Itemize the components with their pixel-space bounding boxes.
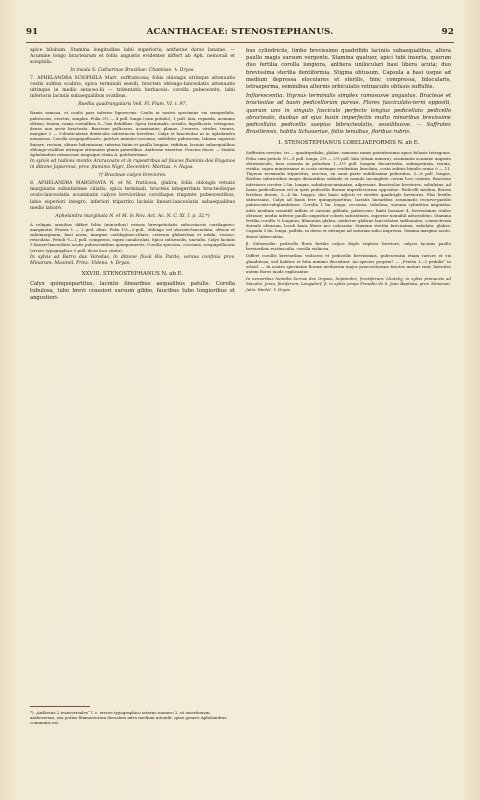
- description: A reliquis omnibus differt foliis (minoribus) retusis brevipetiolatis subcoriaceis cartilagineo-marginatis. Frutex 1 — 2 ped. altus. Folia 1½—2-poll., oblongo vel obovato-lanceolata, obtusa et subemarginata, basi acuta, margine cartilagineo-ciliato, ceterum glaberrima et nitida, venoso-reticulata. Petioli ⅛—1 poll. compressi, supra canaliculati. Spica subsessilis, unctalis. Calyx laciniis 5 lineari-lanceolatis acutis pubescentibus quinquenervis. Corolla speciosa, coccinea, sesquipollicaris (errore typographico 5 poll. dicta loco citato).: [30, 221, 235, 253]
- synonym: Ruellia quadrangularis Vell. Fl. Flum. VI. t. 97.: [78, 102, 187, 108]
- locality: In sylvis ad Barra das Varedas, in ditione fluvii Rio Pardo, versus confinia prov. Minarum: Maximil. Princ. Videns. ♄ Dryas.: [30, 254, 235, 266]
- variety-description: β. Subsessilis: pedicello floris fertilis calyce duplo triplove breviore, calycis laciniis paullo brevioribus rectiusculis, corolla violacea.: [246, 240, 451, 252]
- running-title: ACANTHACEAE: STENOSTEPHANUS.: [146, 27, 334, 37]
- right-column: [246, 48, 451, 294]
- footnote: [30, 706, 235, 726]
- genus-description: Calyx quinquepartitus, laciniis linearibus aequalibus patulis. Corolla tubulosa, tubo brevi crassiori sursum gibbo, faucibus tubo longioribus et angustiori-: [30, 280, 235, 302]
- locality: In sylvis ad radices montis Araracoara et in rupestribus ad fauces fluminis dos Enganos in ditione Japurensi, prov. fluminis Nigri, Decembri: Martius. ♄ Najas.: [30, 159, 235, 171]
- species-diagnosis: 7. APHELANDRA SCIOPHILA Mart. suffruticosa; foliis oblongis utrinque attenuatis costis subtus scabris; spica terminali sessili, bracteis oblongo-lanceolatis attenuatis utrinque in medio setaceo-lii — tridentatis herbaceis: corolla pubescente, labii inferioris laciniis subaequalibus ovatibus.: [30, 76, 235, 100]
- description: Suffrutex erectus, tri — quadripedalis, glaber, ramosus ramis patentissimis apice foliosis tetragonis. Folia cum petiolo 10—5 poll. longa, 2¼ — 2½ poll. lata (etiam minora), acuminata acumine angusto obtusiusculo, basi cuneata in petiolum 1—1½ poll. longum decurrentia, submgrenata, tenuia, viridia, supra minutissime in costa utrinque evidentius lineolata, costa subtus binulis ramis 9 — 11. Thyrsus terminalis tripartitus, erectus, ex omni parte subtilissime puberulus, 3—6 poll. longus, floribus inferioribus magis distantibus subinde et ramulo incomplete corum loco orienta. Bracteae inferiores circiter 2 lin. longae, subulatoacuminatae, adpressae. Bracteolae breviores, subulatae, ad basin pedicellorum vel in ipsis pedicellis florum imperfectorum oppositae. Pedicelli medius, florem fertilem ferens, 3—4 lin. longus, duo basic adjecti et steriles quadruple breviores. Flos fertilis subsessans. Calyx ad basin fere quinquepartitus, laciniis linearibus acuminatis recurvo-patulis pubescenti-subglandulosis. Corolla 1 lin. longa, coccinea, tubulosa, sursum cylindrica angustior, infra medium nonnihil inflata et sursum gibbula, pubescens; limbi laciniae 4, brevissimae ovales obtusae; media inferior paullo angustior coloris saturatioris, superior nonnihil adscendens. Stamina fertilia corolla ¼ longiora; filamenta glabra; antherae glabrae lanceolatae sublunatae; connectivum dorsale obtusum; loculi basis libera nec calcarata. Stamina sterilia brevissima, subulata, glabra. Capsula 5 lin. longa, pallida, in dorso et utrinque ad suturam sulco impressa. Semina margine acuto, dense tuberculata.: [246, 150, 452, 239]
- footnote-text: *) „Antherae 2 transversales“ l. c. errore typographico interno numero 2, ut insertionem antherarum, seu potius filamentorum dorsalem infra medium intendit, quae genere Aphelandrae communis est.: [30, 710, 227, 726]
- locality: In insula S. Catharinae Brasiliae: Chamisso. ♄ Dryas.: [70, 68, 195, 74]
- header-rule: [26, 42, 454, 43]
- genus-description: bus cylindriciis, limbo brevissimo quadrifido laciniis subaequalibus, altera paullo magis sursum vergente. Stamina quatuor, apici tubi inserta, quorum duo fertilia corolla longiora, anthera uniloculari basi libera acuta; duo brevissima sterilia dentiformia. Stigma obtusum. Capsula a basi usque ad medium depressa eloculares et sterilis, hinc compressa, bilocularis, tetrasperma, seminibus alternis orbiculatis retinaculis obtusis suffultis.: [246, 48, 451, 91]
- species-heading: 1. STENOSTEPHANUS LOBELIAEFORMIS N. ab E.: [277, 140, 420, 147]
- page-number-left: 91: [26, 27, 39, 37]
- description: Ramis ramosa, et caulis pars inferior lignescens. Caulis in nostro specimine vix semipedalis, pubescens, erectus, simplex. Folia 3½ — 4 poll. longa (cum petiolo), 1 poll. lata, repanda, acumine obtuso, teneta, ramis costulibus 8—7nis debilibus. Spica terminalis, sessilis, bipollicaris, tetragona, dense non arcte bracteata. Bracteae pollicares, acuminatae, planae, 3-nerves, virides, tenues, margine 2 — 3-denticulatae denticulis subsetaceis brevibus. Calyx et bracteolae ut in Aphelandra nemorosa. Corolla sesquipollicaris, pulchre miniato-coccinea, subtiliter pubescens; labium superius lineare, rectum, obtuse bidentatum; inferius fatim et paullo longius, trifidum, laciniis subaequalibus oblongo-ovalibus utrinque attenuatis planis patentibus. Antherae exsertae. Fructus decst. — Similis Aphelandrae nemorosae magisque etiam A. pulcherrimae.: [30, 110, 235, 158]
- subgroup-heading: †† Bracteae calyce breviores.: [98, 173, 167, 179]
- paragraph: apice bilobum. Stamina longitudine labii superioris; antherae dorso lanatae. — Acumine longo bractearum et foliis angustis evidenter differt ab Aph. nemorali et sciophila.: [30, 48, 235, 66]
- synonym: Aphelandra marginata N. et M. in Nov. Act. Ac. N. C. XI. I. p. 32.*): [55, 213, 210, 219]
- page-number-right: 92: [441, 27, 454, 37]
- running-header: [26, 27, 454, 43]
- species-diagnosis: 8. APHELANDRA MARGINATA N. et M. fruticosa, glabra; foliis oblongis retusis marginatis subintisimse ciliatis; spica terminali, bracteis integerrimis bracteolisque ovato-lanceolatis acuminatis calyce brevioribus corollaque ringente pubescentibus, labio superiori integro, inferiori tripartito laciniis lineari-lanceolatis subaequalibus medio latiore.: [30, 181, 235, 211]
- left-column: [30, 48, 235, 305]
- footnote-rule: [30, 706, 90, 707]
- inflorescence-description: Inflorescentia: thyrsus terminalis simplex ramosusve angustus. Bracteae et bracteolae ad basin pedicellorum parvae. Flores fasciculato-terni oppositi, quorum uno in singulo fasciculo perfecto longius pedicellato pedicello abracteato, duobus ad ejus basin imperfectis multo minoribus brevissime pedicellatis pedicellis saepius bibracteolatis, sessilibusve. — Suffrutex Brasiliensis, habitu Schaueriae, foliis tenuibus, floribus rubris.: [246, 93, 451, 136]
- description: Differt corollis brevioribus violaceis et pedicellis brevissimis, pubescentia etiam rariore et vix glandulosa, sed habitus et folia minime discedunt. An species propria? — „Frutex 1—2 pedalis“ in sched. — In nostro specimine florum mediorum major praecoctiorum fructus maturi sunt, laterales autem flores mode explicantur.: [246, 253, 451, 274]
- genus-heading: XXVIII. STENOSTEPHANUS N. ab E.: [81, 270, 184, 277]
- locality: In nemoribus humidis Serrae dos Orgaos, Septembri, fructiferum: Lhotzky; in sylvis primaevis ad Macahé, Jenio, floriferum: Langsdorf. β. in sylvis prope Presidio de S. Joao Baptista, prov. Minarum, Julio: Riedel. ♄ Dryas.: [246, 276, 451, 292]
